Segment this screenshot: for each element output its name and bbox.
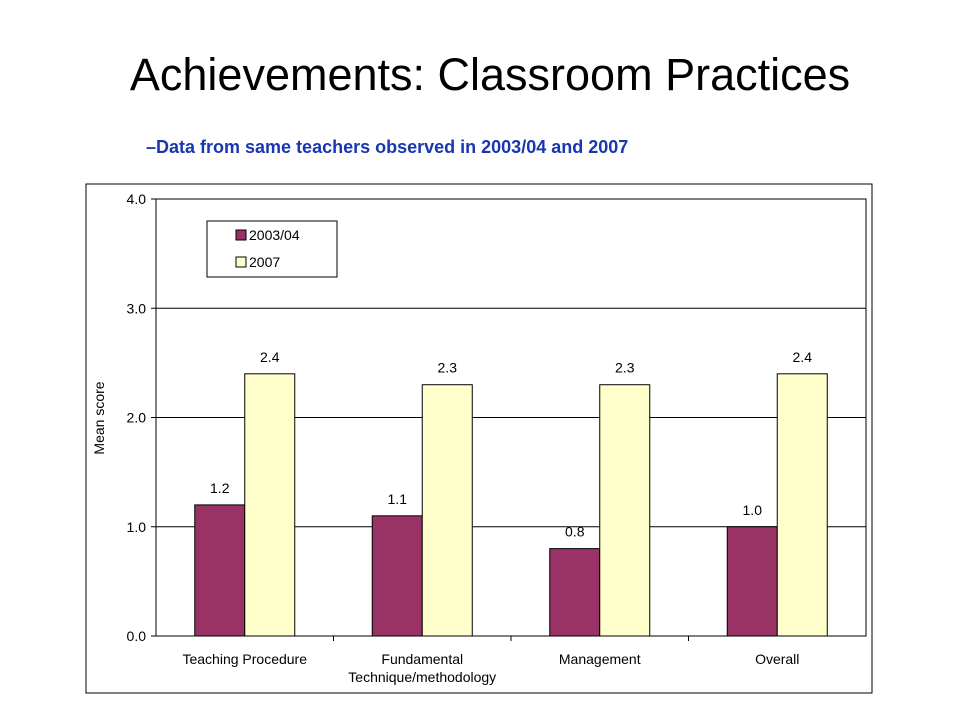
x-tick-label: Fundamental (381, 651, 464, 667)
y-tick-label: 2.0 (126, 409, 146, 426)
data-label: 2.3 (437, 359, 457, 376)
y-tick-label: 3.0 (126, 300, 146, 317)
x-tick-label: Teaching Procedure (182, 651, 308, 667)
data-label: 1.0 (742, 501, 762, 518)
legend-swatch (236, 230, 246, 240)
data-label: 1.2 (210, 479, 230, 496)
bar[interactable] (550, 549, 600, 636)
slide-subtitle: –Data from same teachers observed in 2003/04 and 2007 (146, 137, 629, 157)
legend-label: 2007 (249, 254, 281, 270)
bar[interactable] (372, 516, 422, 636)
data-label: 2.3 (615, 359, 635, 376)
bar[interactable] (195, 505, 245, 636)
legend-label: 2003/04 (249, 227, 300, 243)
data-label: 2.4 (260, 348, 280, 365)
y-axis-title: Mean score (91, 381, 107, 455)
bar[interactable] (600, 385, 650, 636)
slide-title: Achievements: Classroom Practices (129, 49, 851, 100)
y-tick-label: 0.0 (126, 628, 146, 644)
bar[interactable] (777, 374, 827, 636)
y-tick-label: 1.0 (126, 518, 146, 535)
bar[interactable] (245, 374, 295, 636)
legend-swatch (236, 257, 246, 267)
x-tick-label: Overall (755, 651, 800, 667)
y-tick-label: 4.0 (126, 191, 146, 207)
bar[interactable] (422, 385, 472, 636)
data-label: 0.8 (565, 523, 585, 540)
data-label: 2.4 (792, 348, 812, 365)
legend (207, 221, 337, 277)
bar[interactable] (727, 527, 777, 636)
x-tick-label: Technique/methodology (348, 669, 497, 685)
x-tick-label: Management (558, 651, 641, 667)
data-label: 1.1 (387, 490, 407, 507)
